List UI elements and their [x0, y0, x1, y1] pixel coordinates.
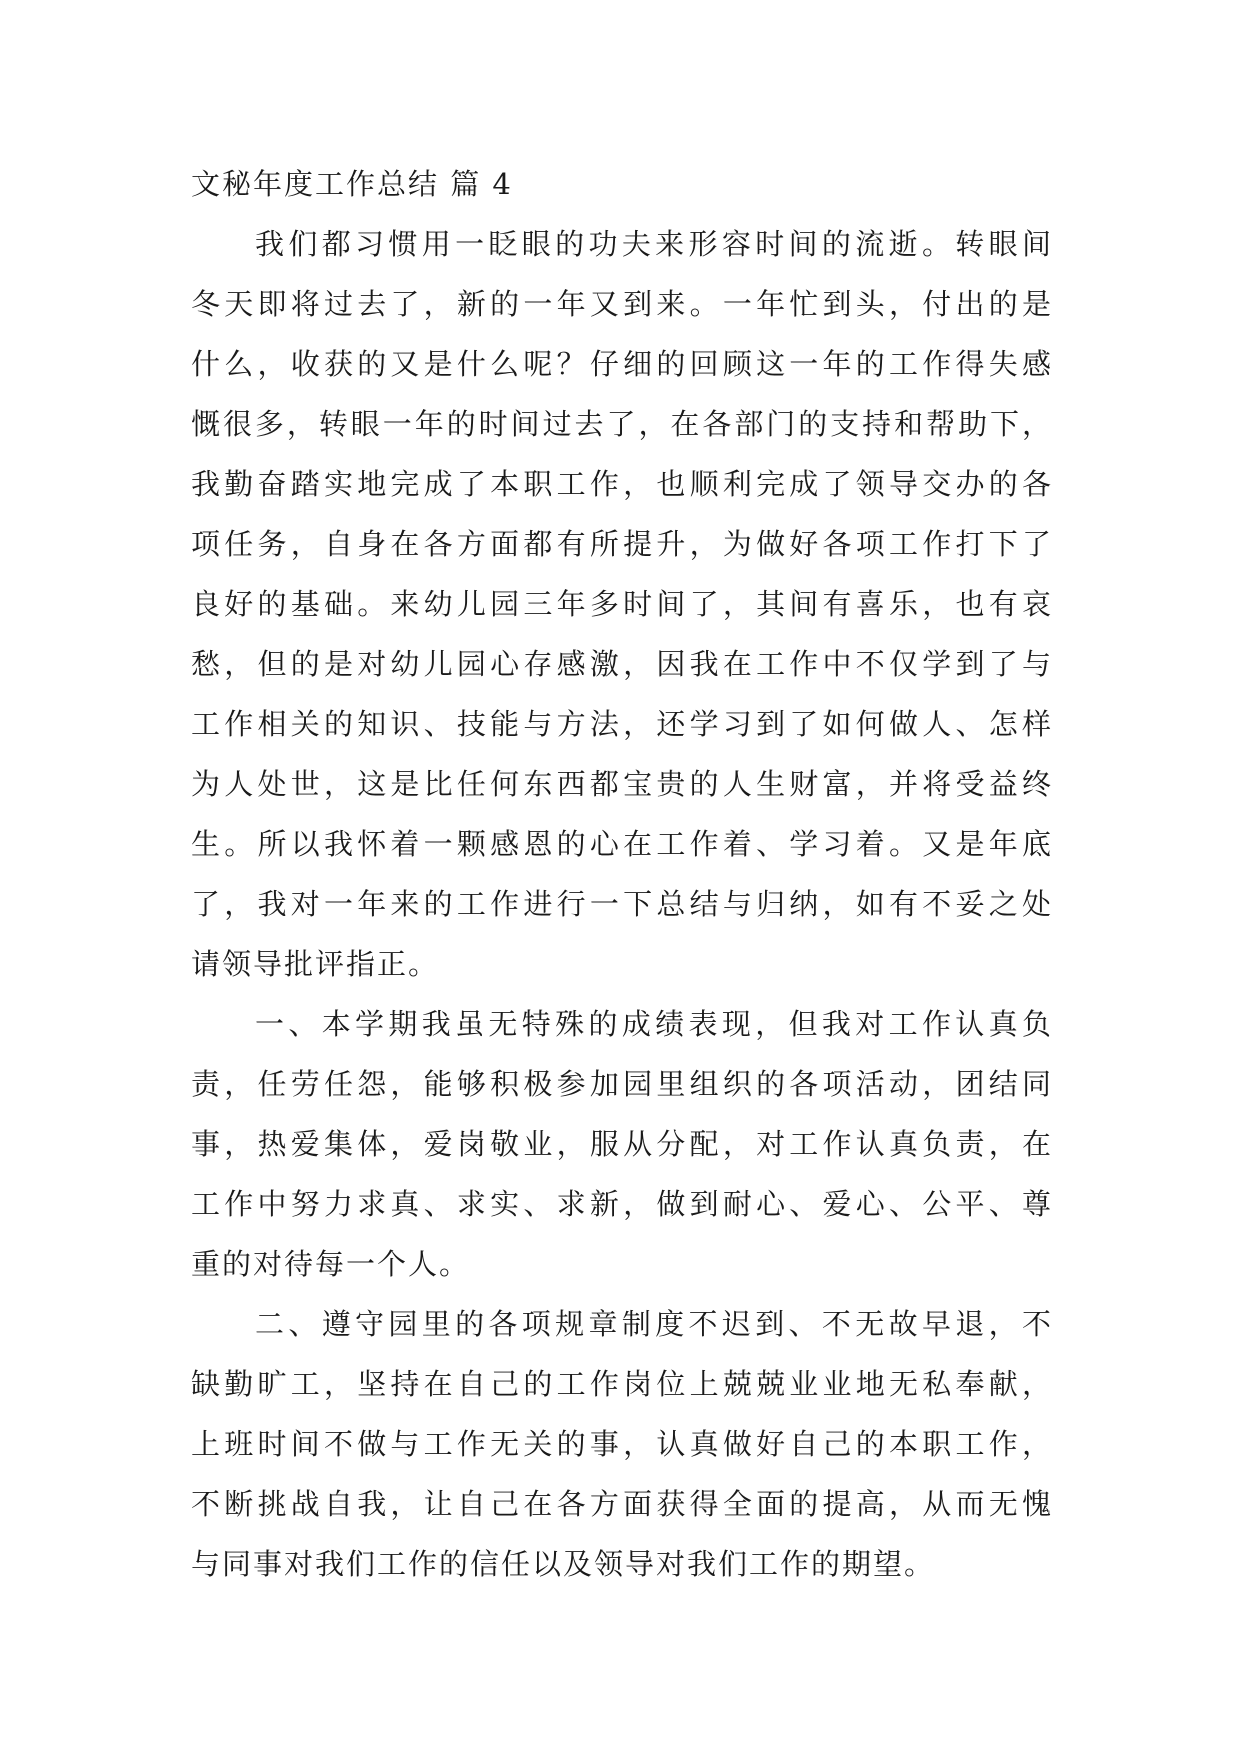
text-line: 项任务，自身在各方面都有所提升，为做好各项工作打下了	[191, 527, 1053, 561]
text-line: 为人处世，这是比任何东西都宝贵的人生财富，并将受益终	[191, 767, 1053, 801]
document-body	[191, 154, 1053, 1594]
text-line: 我们都习惯用一眨眼的功夫来形容时间的流逝。转眼间	[255, 227, 1053, 261]
text-line: 慨很多，转眼一年的时间过去了，在各部门的支持和帮助下，	[191, 407, 1053, 441]
paragraph-section-one	[191, 994, 1053, 1294]
text-line: 责，任劳任怨，能够积极参加园里组织的各项活动，团结同	[191, 1067, 1053, 1101]
text-line: 愁，但的是对幼儿园心存感激，因我在工作中不仅学到了与	[191, 647, 1053, 681]
text-line: 我勤奋踏实地完成了本职工作，也顺利完成了领导交办的各	[191, 467, 1053, 501]
text-line: 事，热爱集体，爱岗敬业，服从分配，对工作认真负责，在	[191, 1127, 1053, 1161]
text-line: 工作中努力求真、求实、求新，做到耐心、爱心、公平、尊	[191, 1187, 1053, 1221]
text-line: 良好的基础。来幼儿园三年多时间了，其间有喜乐，也有哀	[191, 587, 1053, 621]
text-line: 生。所以我怀着一颗感恩的心在工作着、学习着。又是年底	[191, 827, 1053, 861]
text-line: 与同事对我们工作的信任以及领导对我们工作的期望。	[191, 1547, 936, 1581]
text-line: 一、本学期我虽无特殊的成绩表现，但我对工作认真负	[255, 1007, 1053, 1041]
paragraph-section-two	[191, 1294, 1053, 1594]
text-line: 二、遵守园里的各项规章制度不迟到、不无故早退，不	[255, 1307, 1053, 1341]
text-line: 工作相关的知识、技能与方法，还学习到了如何做人、怎样	[191, 707, 1053, 741]
text-line: 缺勤旷工，坚持在自己的工作岗位上兢兢业业地无私奉献，	[191, 1367, 1053, 1401]
paragraph-intro	[191, 214, 1053, 994]
document-title: 文秘年度工作总结 篇 4	[191, 167, 513, 201]
text-line: 重的对待每一个人。	[191, 1247, 471, 1281]
text-line: 不断挑战自我，让自己在各方面获得全面的提高，从而无愧	[191, 1487, 1053, 1521]
text-line: 请领导批评指正。	[191, 947, 440, 981]
text-line: 冬天即将过去了，新的一年又到来。一年忙到头，付出的是	[191, 287, 1053, 321]
text-line: 什么，收获的又是什么呢？仔细的回顾这一年的工作得失感	[191, 347, 1053, 381]
text-line: 了，我对一年来的工作进行一下总结与归纳，如有不妥之处	[191, 887, 1053, 921]
text-line: 上班时间不做与工作无关的事，认真做好自己的本职工作，	[191, 1427, 1053, 1461]
